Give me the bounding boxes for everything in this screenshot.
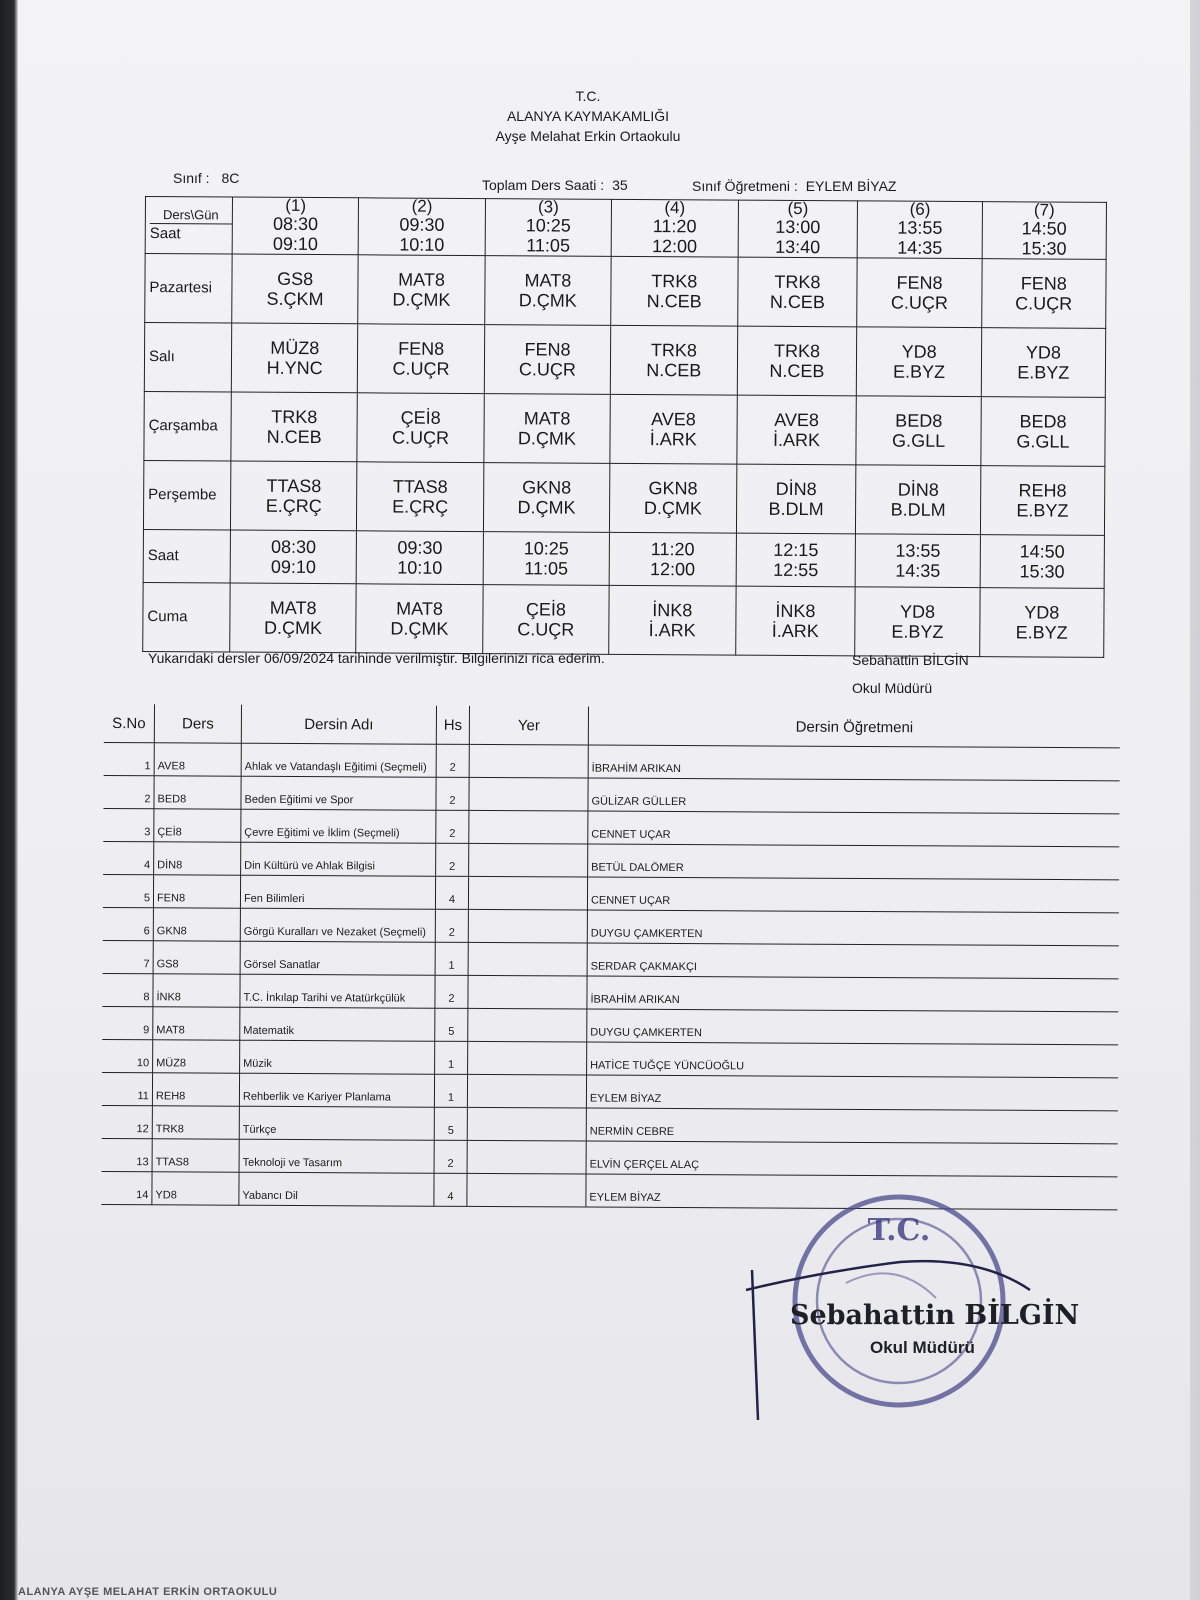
- table-row: [103, 907, 1119, 945]
- lesson-code: TRK8: [271, 406, 318, 428]
- lesson-code: DİN8: [897, 479, 939, 500]
- period-end-time: 09:10: [272, 233, 318, 255]
- lesson-teacher: İ.ARK: [648, 620, 696, 641]
- day-row: [143, 582, 1104, 657]
- table-row: [103, 808, 1119, 846]
- period-number: (6): [909, 199, 931, 219]
- period-start-time: 09:30: [399, 214, 445, 235]
- location: [467, 1140, 586, 1174]
- lesson-teacher: B.DLM: [890, 499, 946, 520]
- saat-label: Saat: [149, 224, 181, 242]
- day-name: Salı: [144, 323, 231, 393]
- day-name: Cuma: [143, 582, 230, 652]
- weekly-hours: 2: [435, 975, 468, 1008]
- period-start-time: 08:30: [270, 536, 317, 558]
- lesson-code: BED8: [1019, 411, 1067, 432]
- lesson-cell: [736, 395, 856, 465]
- course-name: Din Kültürü ve Ahlak Bilgisi: [241, 842, 436, 876]
- lesson-code: FEN8: [1020, 273, 1067, 294]
- period-time-cell: [982, 202, 1107, 260]
- period-start-time: 13:00: [775, 216, 821, 238]
- course-teacher: CENNET UÇAR: [587, 877, 1119, 913]
- lesson-code: TRK8: [651, 271, 698, 292]
- weekly-hours: 2: [435, 909, 468, 942]
- lesson-teacher: N.CEB: [646, 360, 702, 381]
- lesson-teacher: C.UÇR: [890, 292, 949, 313]
- course-teacher: EYLEM BİYAZ: [586, 1174, 1118, 1210]
- table-row: [102, 1006, 1118, 1044]
- lesson-teacher: D.ÇMK: [390, 618, 449, 639]
- lesson-code: ÇEİ8: [400, 407, 441, 428]
- lesson-teacher: B.DLM: [768, 498, 824, 520]
- lesson-cell: [609, 585, 736, 655]
- course-code: GKN8: [153, 908, 240, 941]
- period-end-time: 10:10: [397, 557, 443, 578]
- period-time-cell: [483, 532, 610, 586]
- location: [468, 1041, 587, 1075]
- lesson-cell: [735, 586, 855, 656]
- period-start-time: 10:25: [525, 215, 571, 236]
- lesson-cell: [231, 323, 358, 393]
- period-end-time: 15:30: [1021, 238, 1067, 259]
- class-info: [173, 170, 239, 186]
- table-row: [103, 940, 1119, 978]
- course-name: Rehberlik ve Kariyer Planlama: [239, 1073, 434, 1107]
- signature-scribble: [740, 1250, 1060, 1420]
- lesson-code: AVE8: [651, 409, 696, 430]
- lesson-teacher: C.UÇR: [1015, 293, 1073, 314]
- lesson-cell: [856, 465, 981, 535]
- lesson-teacher: D.ÇMK: [392, 289, 451, 310]
- lesson-cell: [611, 256, 738, 326]
- signature-title: Okul Müdürü: [870, 1338, 975, 1357]
- table-row: [104, 742, 1120, 780]
- day-row: [144, 323, 1105, 398]
- saat-label-cell: [143, 529, 230, 583]
- course-name: Teknoloji ve Tasarım: [239, 1139, 434, 1173]
- class-teacher: [692, 178, 897, 194]
- day-row: [143, 460, 1104, 535]
- row-number: 12: [102, 1105, 153, 1138]
- course-name: Müzik: [240, 1040, 435, 1074]
- lesson-code: MAT8: [524, 270, 572, 291]
- row-number: 7: [103, 940, 154, 973]
- lesson-teacher: D.ÇMK: [263, 617, 323, 639]
- course-teacher: CENNET UÇAR: [588, 811, 1120, 847]
- weekly-hours: 2: [436, 777, 469, 810]
- lesson-teacher: E.BYZ: [1017, 362, 1070, 383]
- course-code: FEN8: [153, 875, 240, 908]
- principal-title: Okul Müdürü: [852, 680, 933, 696]
- lesson-code: YD8: [1024, 602, 1060, 623]
- course-name: Görsel Sanatlar: [240, 941, 435, 975]
- lesson-teacher: E.BYZ: [1015, 622, 1068, 643]
- period-time-cell: [858, 201, 983, 259]
- course-name: Beden Eğitimi ve Spor: [241, 776, 436, 810]
- period-time-cell: [232, 197, 359, 255]
- period-end-time: 14:35: [897, 237, 943, 258]
- lesson-code: YD8: [901, 341, 937, 362]
- weekly-hours: 1: [435, 1041, 468, 1074]
- lesson-teacher: C.UÇR: [518, 359, 576, 380]
- location: [468, 909, 587, 943]
- weekly-hours: 2: [434, 1140, 467, 1173]
- course-code: İNK8: [153, 974, 240, 1007]
- period-end-time: 12:00: [651, 236, 698, 257]
- location: [469, 810, 588, 844]
- corner-header: Ders\Gün: [150, 207, 232, 225]
- row-number: 1: [104, 742, 155, 775]
- table-row: [102, 1105, 1118, 1143]
- lesson-cell: [857, 258, 982, 328]
- weekly-hours: 2: [436, 843, 469, 876]
- lesson-cell: [981, 259, 1106, 329]
- lesson-teacher: E.BYZ: [1016, 500, 1069, 521]
- row-number: 13: [102, 1138, 153, 1171]
- weekly-hours: 5: [434, 1107, 467, 1140]
- course-name: Matematik: [240, 1007, 435, 1041]
- lesson-teacher: E.ÇRÇ: [392, 496, 449, 517]
- period-end-time: 10:10: [399, 234, 445, 255]
- lesson-cell: [483, 463, 610, 533]
- course-name: Türkçe: [239, 1106, 434, 1140]
- course-name: Fen Bilimleri: [240, 875, 435, 909]
- lesson-cell: [737, 326, 857, 396]
- day-row: [144, 391, 1105, 466]
- period-time-cell: [736, 533, 856, 587]
- lesson-teacher: İ.ARK: [772, 429, 821, 451]
- course-name: Görgü Kuralları ve Nezaket (Seçmeli): [240, 908, 435, 942]
- lesson-code: GKN8: [648, 478, 698, 499]
- period-start-time: 10:25: [523, 538, 569, 559]
- lesson-code: YD8: [900, 601, 936, 622]
- lesson-code: FEN8: [524, 339, 571, 360]
- day-name: Pazartesi: [145, 254, 232, 324]
- course-code: MAT8: [153, 1007, 240, 1040]
- row-number: 6: [103, 907, 154, 940]
- total-hours: [482, 177, 628, 193]
- header-line-2: ALANYA KAYMAKAMLIĞI: [506, 108, 670, 124]
- course-teacher: İBRAHİM ARIKAN: [588, 745, 1120, 781]
- period-end-time: 11:05: [526, 235, 571, 256]
- lesson-cell: [358, 255, 485, 325]
- location: [469, 777, 588, 811]
- period-number: (1): [285, 195, 307, 215]
- course-code: ÇEİ8: [154, 809, 241, 842]
- lesson-teacher: D.ÇMK: [517, 497, 576, 518]
- period-start-time: 14:50: [1019, 541, 1065, 562]
- table-row: [102, 1138, 1118, 1176]
- lesson-cell: [737, 257, 857, 327]
- period-time-cell: [980, 535, 1105, 589]
- period-start-time: 11:20: [650, 539, 695, 560]
- lesson-code: FEN8: [896, 272, 943, 293]
- lesson-cell: [855, 587, 980, 657]
- lesson-teacher: C.UÇR: [392, 427, 450, 448]
- header-line-1: T.C.: [575, 88, 601, 104]
- lesson-code: FEN8: [398, 338, 445, 359]
- course-teacher: ELVİN ÇERÇEL ALAÇ: [586, 1141, 1118, 1177]
- course-teacher: NERMİN CEBRE: [586, 1108, 1118, 1144]
- period-number: (2): [411, 196, 433, 216]
- course-teacher: EYLEM BİYAZ: [586, 1075, 1118, 1111]
- lesson-teacher: G.GLL: [1016, 431, 1070, 452]
- table-row: [103, 841, 1119, 879]
- period-time-cell: [485, 199, 612, 257]
- lesson-teacher: S.ÇKM: [266, 288, 324, 310]
- course-teacher: İBRAHİM ARIKAN: [587, 976, 1119, 1012]
- course-code: TRK8: [152, 1106, 239, 1139]
- signature-name: Sebahattin BİLGİN: [790, 1300, 1080, 1331]
- period-time-cell: [230, 530, 357, 584]
- lesson-cell: [610, 325, 737, 395]
- lesson-code: TRK8: [650, 340, 697, 361]
- lesson-code: DİN8: [775, 478, 817, 500]
- lesson-code: YD8: [1025, 342, 1061, 363]
- header-line-3: Ayşe Melahat Erkin Ortaokulu: [495, 128, 681, 144]
- lesson-teacher: D.ÇMK: [643, 498, 702, 519]
- course-list-header: Hs: [436, 706, 469, 745]
- period-time-cell: [357, 531, 484, 585]
- weekly-hours: 2: [436, 744, 469, 777]
- issue-note: Yukarıdaki dersler 06/09/2024 tarihinde verilmiştir. Bilgilerinizi rica ederim.: [148, 650, 605, 666]
- period-end-time: 15:30: [1019, 561, 1065, 582]
- course-teacher: HATİCE TUĞÇE YÜNCÜOĞLU: [587, 1042, 1119, 1078]
- lesson-teacher: D.ÇMK: [518, 290, 577, 311]
- course-code: YD8: [152, 1172, 239, 1205]
- lesson-code: TRK8: [773, 340, 821, 362]
- course-list-header: Dersin Adı: [241, 705, 436, 745]
- row-number: 8: [102, 973, 153, 1006]
- weekly-schedule-table: [142, 196, 1107, 658]
- course-code: TTAS8: [152, 1139, 239, 1172]
- lesson-teacher: H.YNC: [266, 357, 323, 379]
- lesson-cell: [610, 394, 737, 464]
- lesson-cell: [357, 393, 484, 463]
- course-code: AVE8: [154, 743, 241, 776]
- lesson-teacher: E.BYZ: [892, 361, 946, 382]
- location: [467, 1173, 586, 1207]
- lesson-code: İNK8: [652, 600, 693, 621]
- period-end-time: 11:05: [524, 558, 569, 579]
- lesson-cell: [358, 324, 485, 394]
- lesson-cell: [736, 464, 856, 534]
- teacher-value: EYLEM BİYAZ: [805, 178, 897, 194]
- lesson-teacher: N.CEB: [769, 291, 825, 313]
- row-number: 3: [103, 808, 154, 841]
- day-row: [145, 254, 1106, 329]
- location: [469, 843, 588, 877]
- lesson-code: MAT8: [398, 269, 445, 290]
- lesson-cell: [981, 397, 1106, 467]
- course-list-header: Ders: [154, 704, 241, 743]
- lesson-cell: [357, 462, 484, 532]
- lesson-cell: [979, 588, 1104, 658]
- lesson-code: REH8: [1018, 480, 1067, 501]
- course-code: GS8: [153, 941, 240, 974]
- course-teacher: BETÜL DALÖMER: [588, 844, 1120, 880]
- period-number: (4): [664, 198, 686, 218]
- lesson-teacher: İ.ARK: [771, 620, 819, 642]
- course-list-header: Yer: [469, 706, 588, 745]
- lesson-teacher: N.CEB: [769, 360, 825, 382]
- lesson-teacher: C.UÇR: [392, 358, 450, 379]
- period-time-cell: [359, 198, 486, 256]
- stamp-text: T.C.: [867, 1213, 931, 1248]
- lesson-code: MÜZ8: [270, 337, 320, 359]
- period-time-cell: [856, 534, 981, 588]
- table-row: [103, 775, 1119, 813]
- period-start-time: 14:50: [1021, 218, 1067, 239]
- lesson-cell: [232, 254, 359, 324]
- course-code: REH8: [152, 1073, 239, 1106]
- period-time-cell: [738, 200, 858, 258]
- period-end-time: 13:40: [775, 236, 821, 258]
- course-code: MÜZ8: [153, 1040, 240, 1073]
- lesson-cell: [484, 256, 611, 326]
- period-number: (5): [787, 198, 809, 219]
- period-number: (3): [537, 197, 559, 217]
- day-name: Çarşamba: [144, 391, 231, 461]
- location: [468, 1008, 587, 1042]
- lesson-code: GKN8: [522, 477, 572, 498]
- period-number: (7): [1033, 200, 1055, 220]
- period-time-cell: [609, 532, 736, 586]
- period-start-time: 09:30: [397, 537, 443, 558]
- period-end-time: 14:35: [895, 560, 941, 581]
- location: [467, 1074, 586, 1108]
- period-end-time: 09:10: [270, 556, 317, 578]
- lesson-teacher: C.UÇR: [517, 619, 575, 640]
- lesson-teacher: D.ÇMK: [517, 428, 577, 449]
- lesson-cell: [981, 328, 1106, 398]
- class-value: 8C: [221, 170, 240, 186]
- teacher-label: Sınıf Öğretmeni :: [692, 178, 798, 194]
- course-code: BED8: [154, 776, 241, 809]
- bottom-strip-text: ALANYA AYŞE MELAHAT ERKİN ORTAOKULU: [18, 1586, 278, 1598]
- table-row: [102, 1072, 1118, 1110]
- lesson-code: AVE8: [774, 409, 820, 431]
- period-start-time: 08:30: [272, 213, 319, 235]
- weekly-hours: 5: [435, 1008, 468, 1041]
- saat-label: Saat: [147, 547, 179, 565]
- row-number: 2: [103, 775, 154, 808]
- day-name: Perşembe: [143, 460, 230, 530]
- lesson-cell: [482, 585, 609, 655]
- lesson-code: MAT8: [523, 408, 571, 429]
- course-list-table: [101, 704, 1120, 1210]
- lesson-cell: [356, 584, 483, 654]
- class-label: Sınıf :: [173, 170, 210, 186]
- lesson-code: TTAS8: [266, 475, 322, 497]
- lesson-code: BED8: [895, 410, 943, 431]
- row-number: 4: [103, 841, 154, 874]
- lesson-cell: [484, 394, 611, 464]
- lesson-code: MAT8: [396, 598, 443, 619]
- lesson-teacher: E.ÇRÇ: [265, 495, 322, 517]
- period-time-cell: [611, 199, 738, 257]
- period-end-time: 12:55: [773, 559, 819, 581]
- lesson-code: TRK8: [774, 271, 821, 293]
- course-list-header: S.No: [104, 704, 155, 743]
- lesson-code: MAT8: [269, 597, 317, 619]
- lesson-cell: [231, 392, 358, 462]
- course-name: Yabancı Dil: [239, 1172, 434, 1206]
- lesson-teacher: N.CEB: [646, 291, 702, 312]
- period-start-time: 12:15: [773, 539, 819, 561]
- lesson-code: TTAS8: [392, 476, 448, 497]
- weekly-hours: 1: [435, 942, 468, 975]
- weekly-hours: 1: [434, 1074, 467, 1107]
- period-start-time: 13:55: [895, 540, 941, 561]
- lesson-cell: [980, 466, 1105, 536]
- course-name: T.C. İnkılap Tarihi ve Atatürkçülük: [240, 974, 435, 1008]
- course-list-header: Dersin Öğretmeni: [588, 707, 1120, 748]
- table-row: [102, 973, 1118, 1011]
- lesson-cell: [230, 461, 357, 531]
- course-code: DİN8: [154, 842, 241, 875]
- period-start-time: 13:55: [897, 217, 943, 238]
- location: [468, 975, 587, 1009]
- time-row: [145, 197, 1106, 260]
- lesson-teacher: E.BYZ: [891, 621, 944, 642]
- row-number: 14: [101, 1171, 152, 1204]
- row-number: 9: [102, 1006, 153, 1039]
- course-teacher: GÜLİZAR GÜLLER: [588, 778, 1120, 814]
- table-row: [102, 1039, 1118, 1077]
- lesson-teacher: G.GLL: [892, 430, 946, 451]
- weekly-hours: 4: [434, 1173, 467, 1206]
- weekly-hours: 2: [436, 810, 469, 843]
- lesson-cell: [856, 396, 981, 466]
- location: [468, 942, 587, 976]
- row-number: 10: [102, 1039, 153, 1072]
- location: [469, 744, 588, 778]
- course-teacher: SERDAR ÇAKMAKÇI: [587, 943, 1119, 979]
- period-end-time: 12:00: [649, 559, 696, 580]
- weekly-hours: 4: [435, 876, 468, 909]
- course-teacher: DUYGU ÇAMKERTEN: [587, 1009, 1119, 1045]
- course-name: Çevre Eğitimi ve İklim (Seçmeli): [241, 809, 436, 843]
- row-number: 5: [103, 874, 154, 907]
- total-value: 35: [612, 177, 628, 193]
- lesson-cell: [484, 325, 611, 395]
- total-label: Toplam Ders Saati :: [482, 177, 605, 193]
- course-name: Ahlak ve Vatandaşlı Eğitimi (Seçmeli): [241, 743, 436, 777]
- lesson-teacher: N.CEB: [266, 426, 322, 448]
- course-teacher: DUYGU ÇAMKERTEN: [587, 910, 1119, 946]
- location: [467, 1107, 586, 1141]
- lesson-teacher: İ.ARK: [649, 429, 697, 450]
- lesson-cell: [857, 327, 982, 397]
- lesson-cell: [230, 583, 357, 653]
- lesson-code: GS8: [277, 268, 314, 290]
- row-number: 11: [102, 1072, 153, 1105]
- table-row: [103, 874, 1119, 912]
- lesson-code: ÇEİ8: [525, 599, 566, 620]
- lesson-code: İNK8: [775, 600, 816, 622]
- time-row: [143, 529, 1104, 588]
- lesson-cell: [610, 463, 737, 533]
- saat-label-cell: [145, 197, 232, 255]
- principal-name: Sebahattin BİLGİN: [852, 652, 969, 668]
- location: [468, 876, 587, 910]
- period-start-time: 11:20: [652, 216, 697, 237]
